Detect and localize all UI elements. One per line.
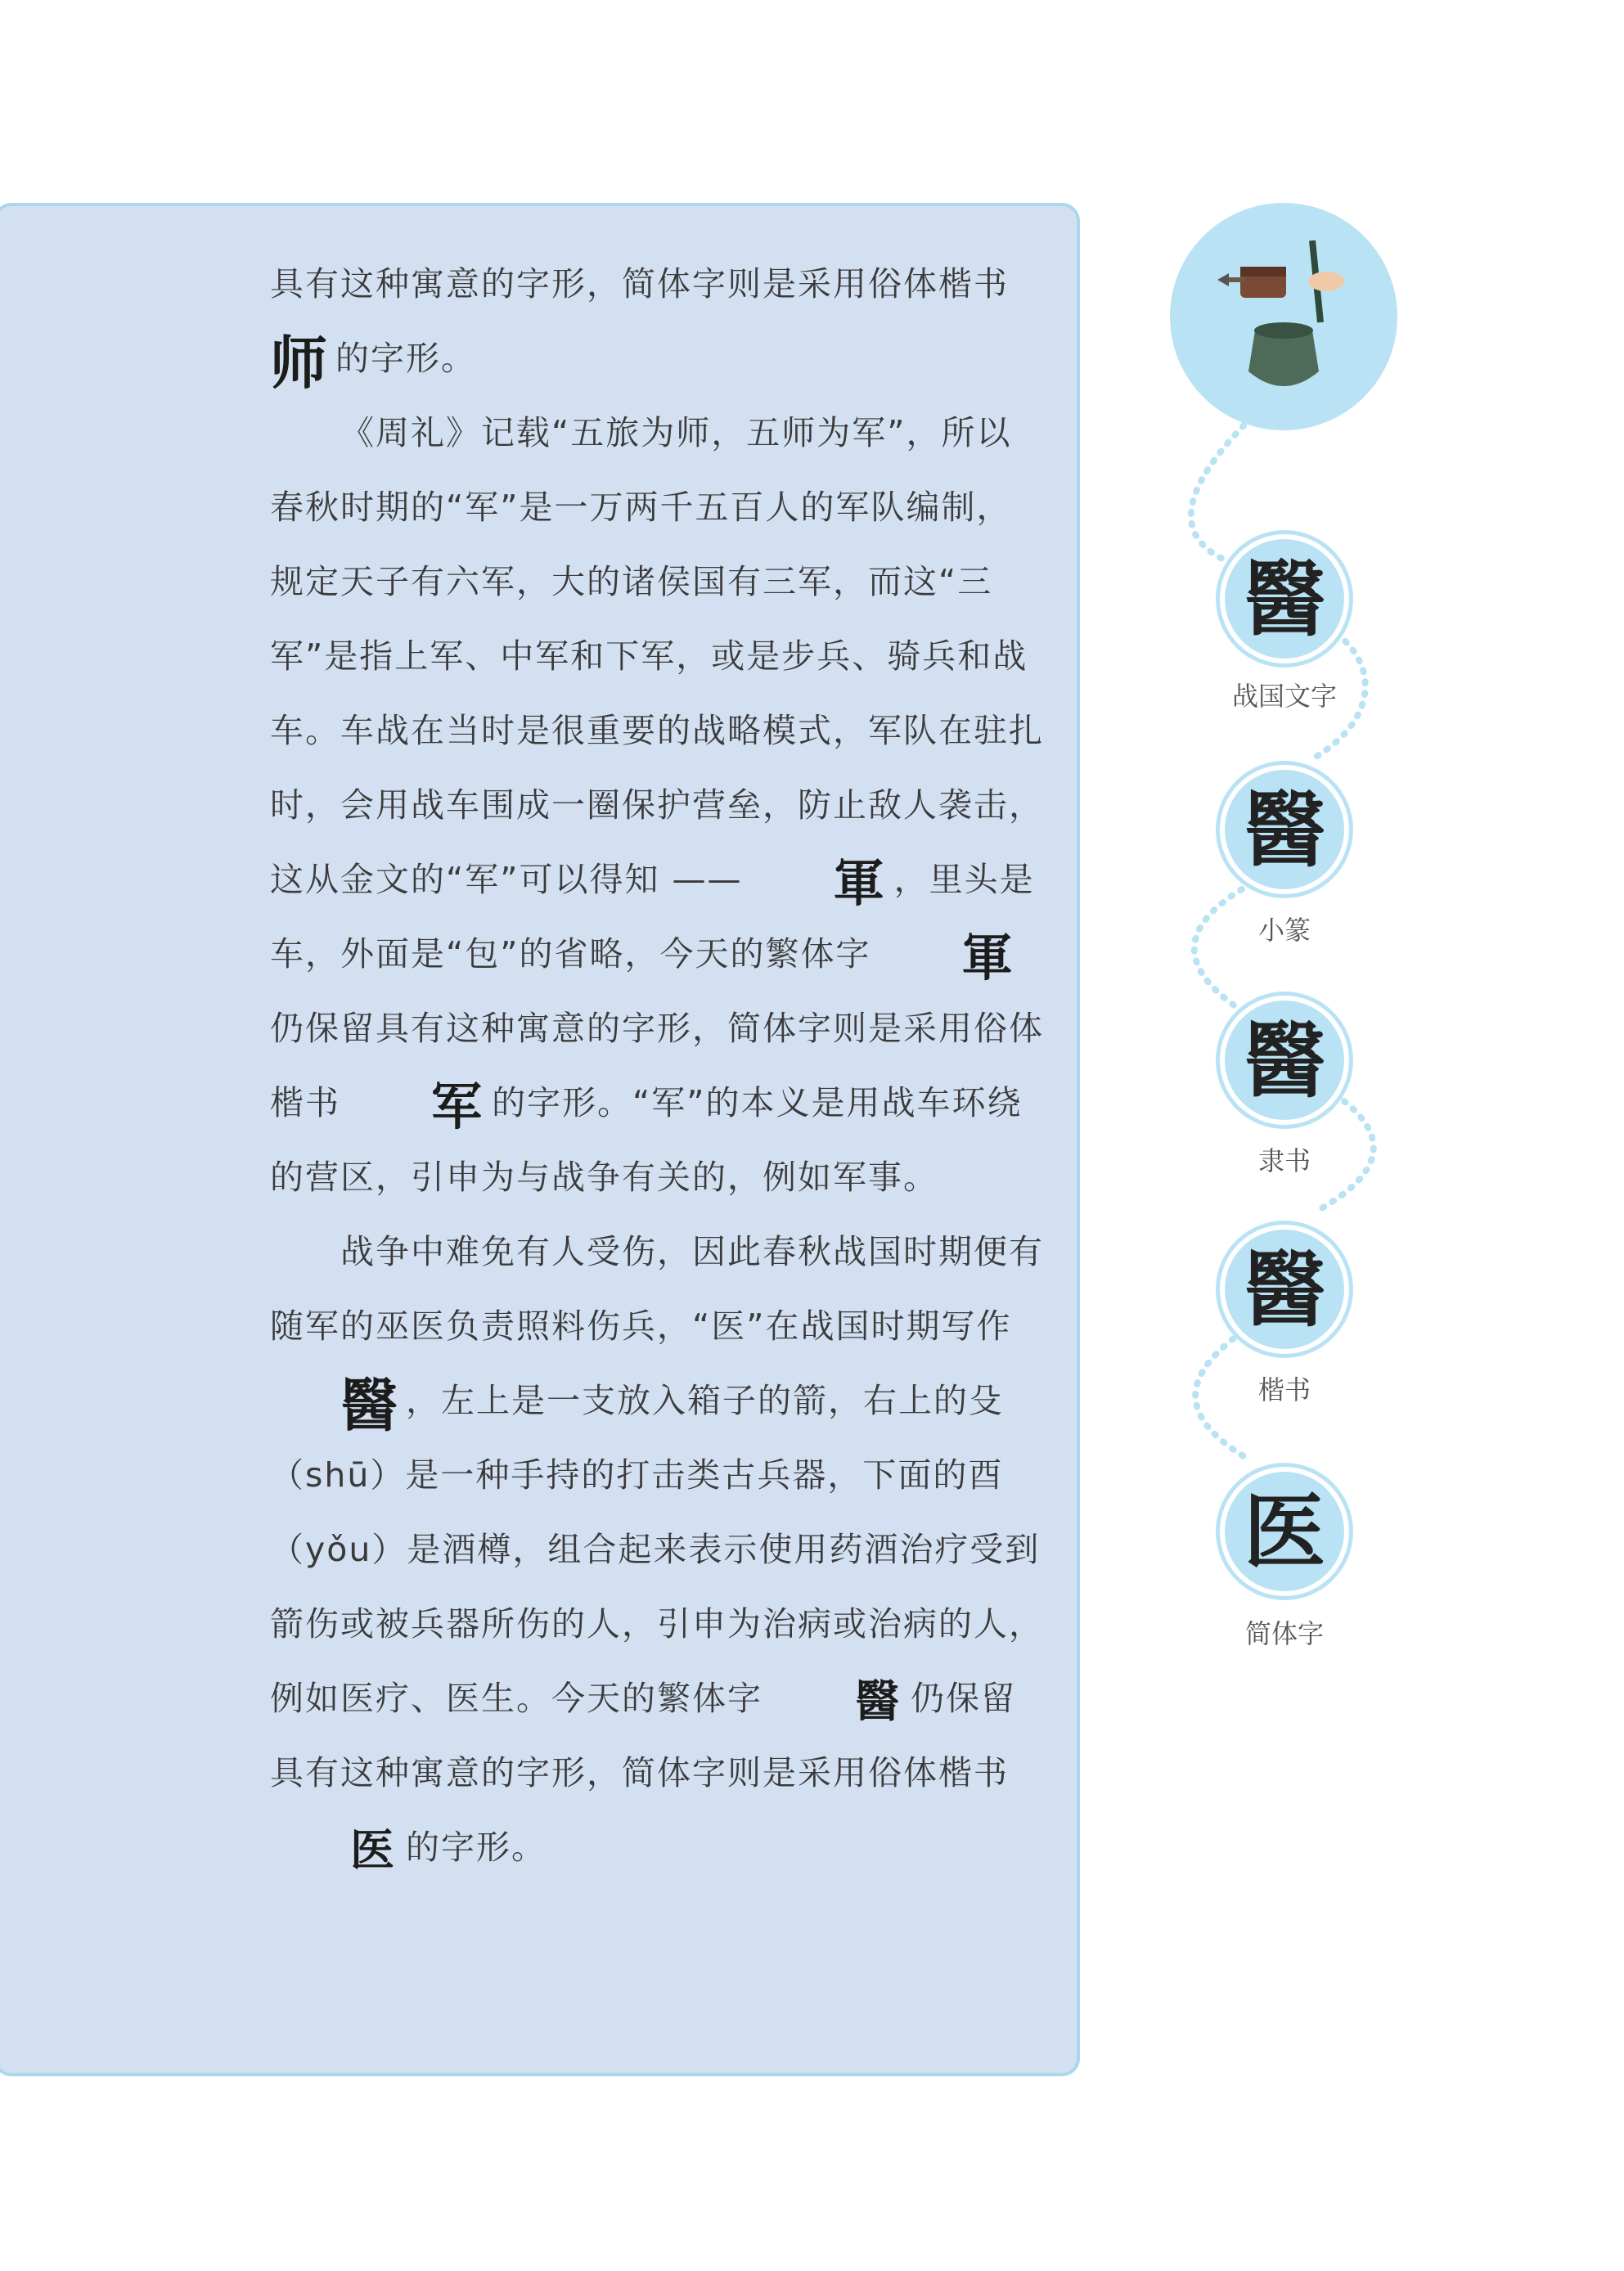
- label-simplified: 简体字: [1244, 1618, 1324, 1649]
- label-small-seal: 小篆: [1257, 915, 1311, 946]
- glyph-regular: 醫: [1216, 1221, 1353, 1358]
- glyph-yi-traditional: 醫: [855, 1675, 902, 1727]
- label-clerical: 隶书: [1257, 1145, 1311, 1176]
- glyph-jun-simplified: 军: [431, 1077, 484, 1136]
- glyph-jun-bronze: 軍: [833, 853, 886, 913]
- paragraph-1: 具有这种寓意的字形，简体字则是采用俗体楷书 师 的字形。: [270, 264, 1009, 397]
- glyph-yi-simplified: 医: [350, 1824, 396, 1876]
- paragraph-2: 《周礼》记载“五旅为师，五师为军”，所以春秋时期的“军”是一万两千五百人的军队编制，规定天子有六军，大的诸侯国有三军，而这“三军”是指上军、中军和下军，或是步兵、骑兵和战车。车战在当时是很重要的战略模式，军队在驻扎时，会用战车围成一圈保护营垒，防止敌人袭击，这从金文的“军”可以得知 —— 軍 ，里头是车，外面是“包”的省略，今天的繁体字 軍仍保留具有这种寓意的字形，简体字则是采用俗体楷书 军 的字形。“军”的本义是用战车环绕的营区，引申为与战争有关的，例如军事。: [270, 413, 1044, 1197]
- glyph-warring-states: 醫: [1216, 530, 1353, 668]
- glyph-simplified: 医: [1216, 1463, 1353, 1600]
- label-warring-states: 战国文字: [1231, 681, 1337, 712]
- label-regular: 楷书: [1257, 1374, 1311, 1405]
- box-arrow-jar-icon: [1175, 208, 1392, 425]
- glyph-clerical: 醫: [1216, 992, 1353, 1129]
- weapons-illustration: [1170, 203, 1397, 430]
- glyph-yi-warring: 醫: [340, 1371, 399, 1439]
- glyph-jun-traditional: 軍: [961, 928, 1014, 987]
- paragraph-3: 战争中难免有人受伤，因此春秋战国时期便有随军的巫医负责照料伤兵，“医”在战国时期写作 醫 ，左上是一支放入箱子的箭，右上的殳（shū）是一种手持的打击类古兵器，下面的酉（yǒu）是酒樽，组合起来表示使用药酒治疗受到箭伤或被兵器所伤的人，引申为治病或治病的人，例如医疗、医生。今天的繁体字 醫 仍保留具有这种寓意的字形，简体字则是采用俗体楷书 医 的字形。: [270, 1215, 1046, 1885]
- glyph-small-seal: 醫: [1216, 761, 1353, 898]
- glyph-shi: 师: [270, 329, 329, 397]
- body-text: [270, 247, 1046, 1885]
